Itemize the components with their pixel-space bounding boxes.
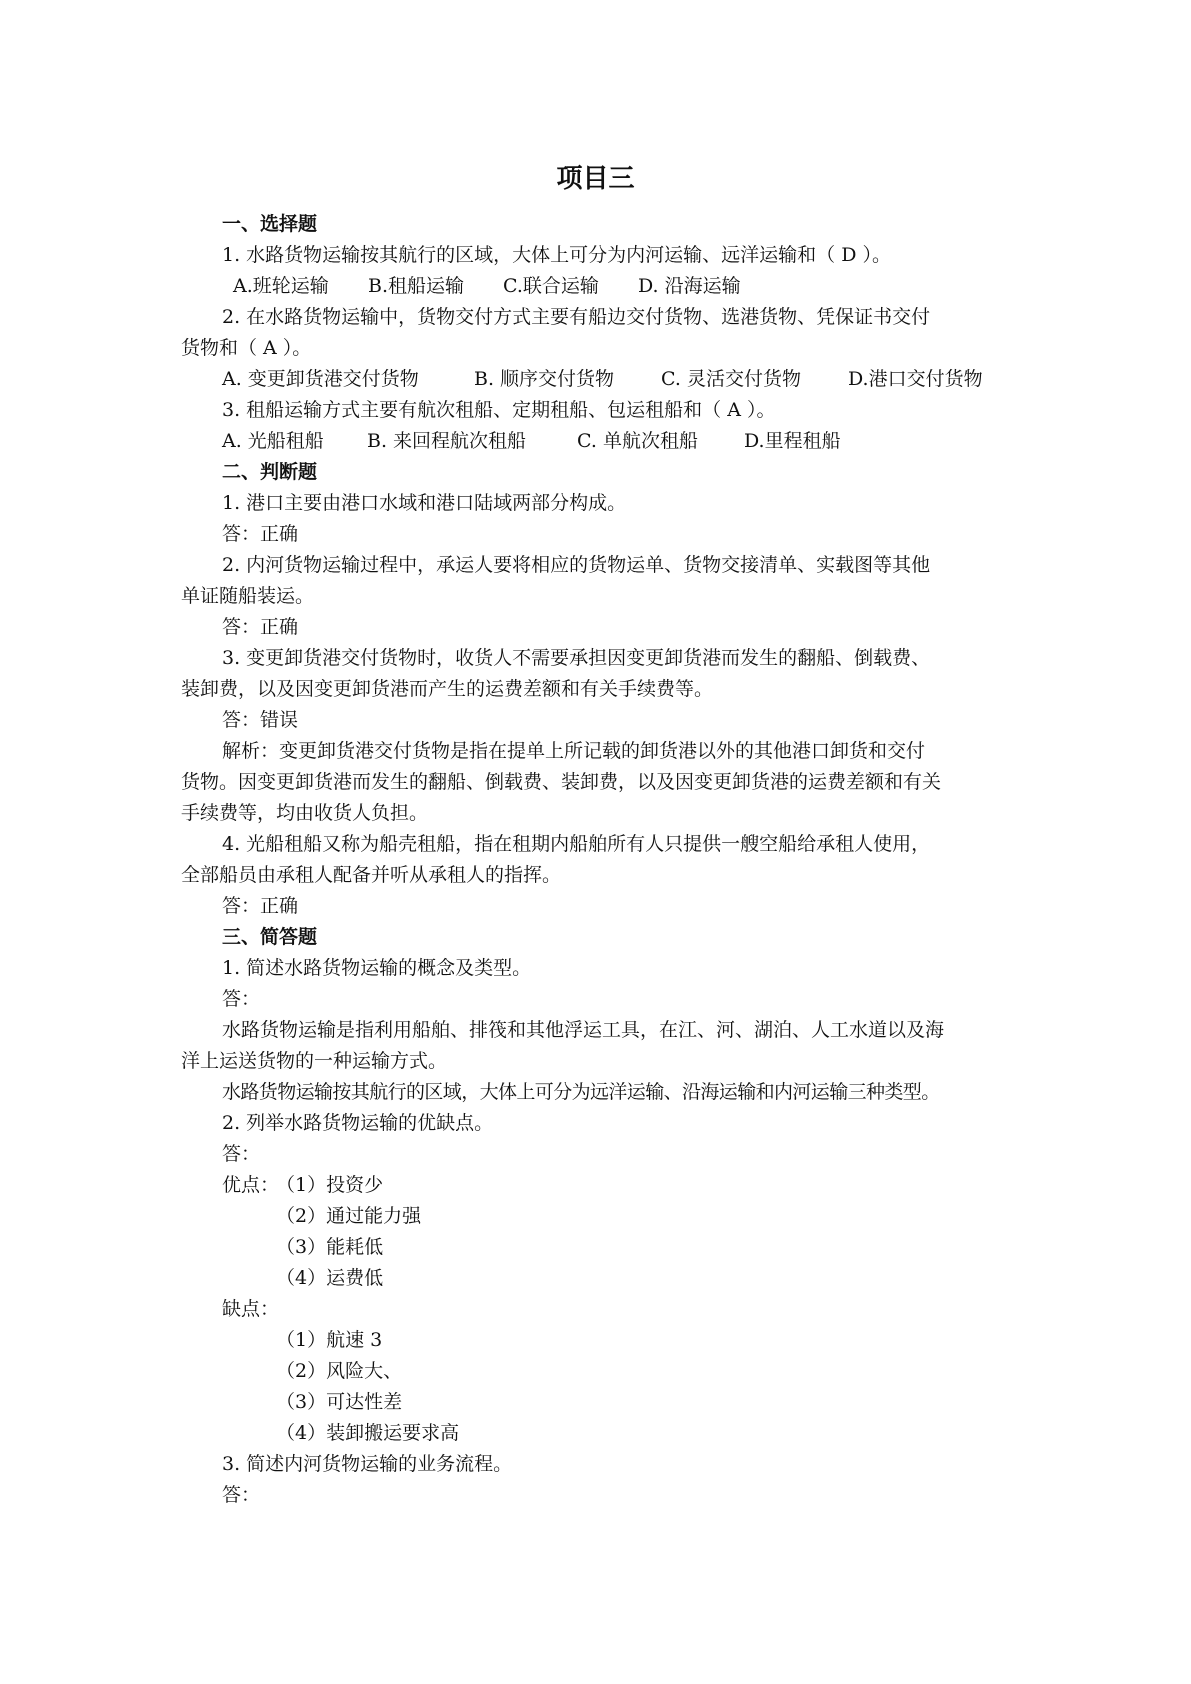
judgement-analysis-line1: 解析：变更卸货港交付货物是指在提单上所记载的卸货港以外的其他港口卸货和交付 — [222, 740, 926, 762]
section-heading-short-answer: 三、简答题 — [222, 926, 318, 948]
advantage-item: （1）投资少 — [276, 1174, 384, 1196]
option-b: B. 来回程航次租船 — [367, 430, 527, 452]
option-d: D.港口交付货物 — [848, 368, 983, 390]
choice-question-1: 1. 水路货物运输按其航行的区域，大体上可分为内河运输、远洋运输和（ D ）。 — [222, 244, 891, 266]
short-answer-1-p1-line2: 洋上运送货物的一种运输方式。 — [181, 1050, 448, 1072]
choice-question-2-line1: 2. 在水路货物运输中，货物交付方式主要有船边交付货物、选港货物、凭保证书交付 — [222, 306, 931, 328]
short-answer-label-1: 答： — [222, 988, 261, 1010]
judgement-question-4-line2: 全部船员由承租人配备并听从承租人的指挥。 — [181, 864, 562, 886]
section-heading-choice: 一、选择题 — [222, 213, 318, 235]
option-b: B.租船运输 — [368, 275, 465, 297]
judgement-question-3-line1: 3. 变更卸货港交付货物时，收货人不需要承担因变更卸货港而发生的翻船、倒载费、 — [222, 647, 931, 669]
judgement-answer-4: 答：正确 — [222, 895, 299, 917]
option-c: C. 单航次租船 — [577, 430, 698, 452]
judgement-question-1: 1. 港口主要由港口水域和港口陆域两部分构成。 — [222, 492, 627, 514]
advantages-label: 优点： — [222, 1174, 280, 1196]
judgement-answer-3: 答：错误 — [222, 709, 299, 731]
choice-question-2-options — [222, 366, 983, 392]
advantage-item: （4）运费低 — [276, 1267, 384, 1289]
short-question-2: 2. 列举水路货物运输的优缺点。 — [222, 1112, 494, 1134]
short-question-3: 3. 简述内河货物运输的业务流程。 — [222, 1453, 513, 1475]
short-answer-label-3: 答： — [222, 1484, 261, 1506]
choice-question-3-options — [222, 428, 841, 454]
choice-question-1-options — [233, 273, 741, 299]
option-b: B. 顺序交付货物 — [474, 368, 615, 390]
disadvantage-item: （3）可达性差 — [276, 1391, 403, 1413]
choice-question-3: 3. 租船运输方式主要有航次租船、定期租船、包运租船和（ A ）。 — [222, 399, 776, 421]
choice-question-2-line2: 货物和（ A ）。 — [181, 337, 312, 359]
option-a: A. 变更卸货港交付货物 — [222, 368, 419, 390]
section-heading-judgement: 二、判断题 — [222, 461, 318, 483]
advantage-item: （2）通过能力强 — [276, 1205, 422, 1227]
short-answer-label-2: 答： — [222, 1143, 261, 1165]
judgement-question-3-line2: 装卸费，以及因变更卸货港而产生的运费差额和有关手续费等。 — [181, 678, 714, 700]
judgement-analysis-line2: 货物。因变更卸货港而发生的翻船、倒载费、装卸费，以及因变更卸货港的运费差额和有关 — [181, 771, 942, 793]
option-a: A. 光船租船 — [222, 430, 324, 452]
option-d: D. 沿海运输 — [638, 275, 741, 297]
short-answer-1-p2: 水路货物运输按其航行的区域，大体上可分为远洋运输、沿海运输和内河运输三种类型。 — [222, 1081, 940, 1103]
option-c: C.联合运输 — [503, 275, 599, 297]
judgement-question-2-line2: 单证随船装运。 — [181, 585, 315, 607]
advantage-item: （3）能耗低 — [276, 1236, 384, 1258]
disadvantage-item: （1）航速 3 — [276, 1329, 383, 1351]
judgement-question-4-line1: 4. 光船租船又称为船壳租船，指在租期内船舶所有人只提供一艘空船给承租人使用， — [222, 833, 931, 855]
judgement-answer-1: 答：正确 — [222, 523, 299, 545]
short-answer-1-p1-line1: 水路货物运输是指利用船舶、排筏和其他浮运工具，在江、河、湖泊、人工水道以及海 — [222, 1019, 945, 1041]
judgement-analysis-line3: 手续费等，均由收货人负担。 — [181, 802, 429, 824]
judgement-question-2-line1: 2. 内河货物运输过程中，承运人要将相应的货物运单、货物交接清单、实载图等其他 — [222, 554, 931, 576]
judgement-answer-2: 答：正确 — [222, 616, 299, 638]
short-question-1: 1. 简述水路货物运输的概念及类型。 — [222, 957, 532, 979]
disadvantage-item: （2）风险大、 — [276, 1360, 403, 1382]
option-a: A.班轮运输 — [233, 275, 329, 297]
disadvantage-item: （4）装卸搬运要求高 — [276, 1422, 460, 1444]
option-d: D.里程租船 — [744, 430, 841, 452]
disadvantages-label: 缺点： — [222, 1298, 280, 1320]
page-title: 项目三 — [556, 164, 635, 194]
option-c: C. 灵活交付货物 — [661, 368, 801, 390]
